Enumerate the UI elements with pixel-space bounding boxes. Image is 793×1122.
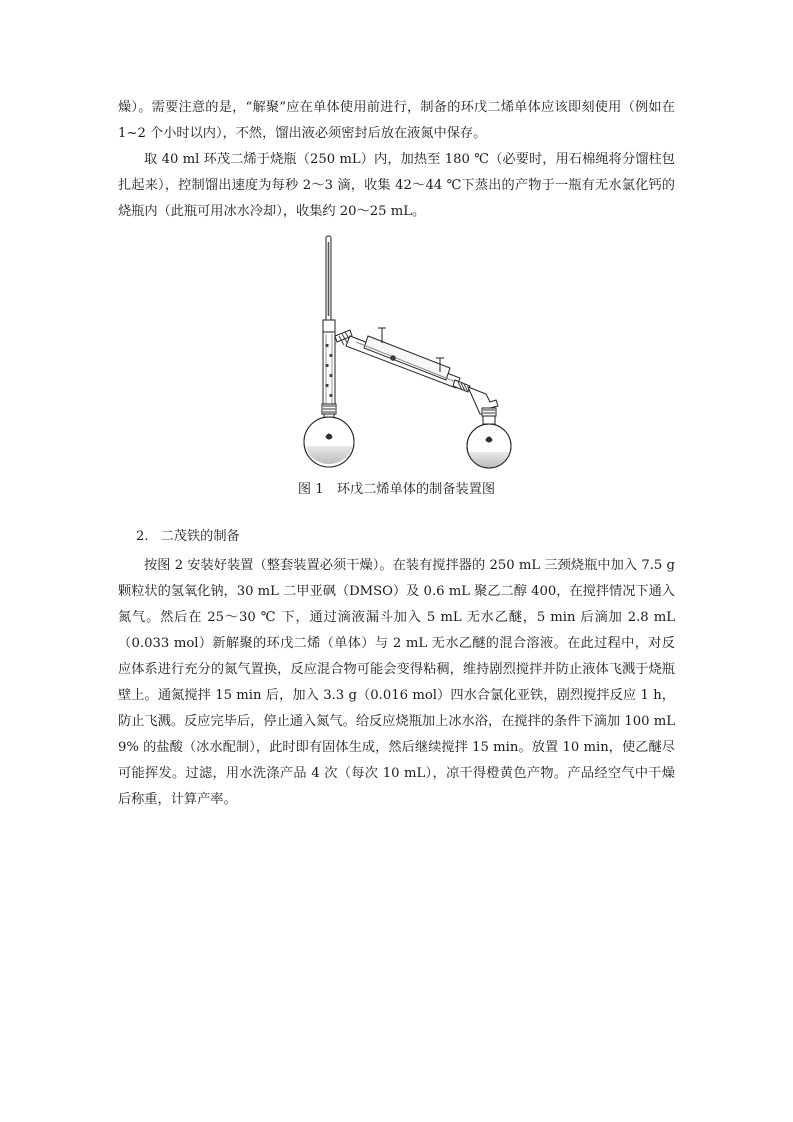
- distillation-flask: [304, 414, 354, 467]
- receiving-flask: [467, 424, 511, 468]
- section-number: 2.: [136, 529, 149, 544]
- section-body: 按图 2 安装好装置（整套装置必须干燥）。在装有搅拌器的 250 mL 三颈烧瓶中加入 7.5 g 颗粒状的氢氧化钠，30 mL 二甲亚砜（DMSO）及 0.6 mL 聚乙二醇 400，在搅拌情况下通入氮气。然后在 25～30 ℃ 下，通过滴液漏斗加入 5 mL 无水乙醚，5 min 后滴加 2.8 mL（0.033 mol）新解聚的环戊二烯（单体）与 2 mL 无水乙醚的混合溶液。在此过程中，对反应体系进行充分的氮气置换，反应混合物可能会变得粘稠，维持剧烈搅拌并防止液体飞溅于烧瓶壁上。通氮搅拌 15 min 后，加入 3.3 g（0.016 mol）四水合氯化亚铁，剧烈搅拌反应 1 h，防止飞溅。反应完毕后，停止通入氮气。给反应烧瓶加上冰水浴，在搅拌的条件下滴加 100 mL 9% 的盐酸（冰水配制），此时即有固体生成，然后继续搅拌 15 min。放置 10 min，使乙醚尽可能挥发。过滤，用水洗涤产品 4 次（每次 10 mL），凉干得橙黄色产物。产品经空气中干燥后称重，计算产率。: [118, 558, 675, 807]
- paragraph-1: 燥）。需要注意的是，“解聚”应在单体使用前进行，制备的环戊二烯单体应该即刻使用（例如在 1~2 个小时以内），不然，馏出液必须密封后放在液氮中保存。: [118, 100, 675, 141]
- figure-caption: 图 1 环戊二烯单体的制备装置图: [297, 482, 496, 497]
- condenser: [346, 328, 470, 392]
- distillation-apparatus-figure: [290, 232, 530, 472]
- thermometer: [326, 236, 332, 327]
- section-title: 二茂铁的制备: [160, 529, 240, 544]
- section-heading: [136, 527, 240, 547]
- receiving-adapter: [468, 387, 498, 424]
- fractionating-column: [322, 320, 336, 414]
- paragraph-2: 取 40 ml 环茂二烯于烧瓶（250 mL）内，加热至 180 ℃（必要时，用石棉绳将分馏柱包扎起来），控制馏出速度为每秒 2～3 滴，收集 42～44 ℃下蒸出的产物于一瓶有无水氯化钙的烧瓶内（此瓶可用冰水冷却），收集约 20～25 mL。: [118, 152, 675, 219]
